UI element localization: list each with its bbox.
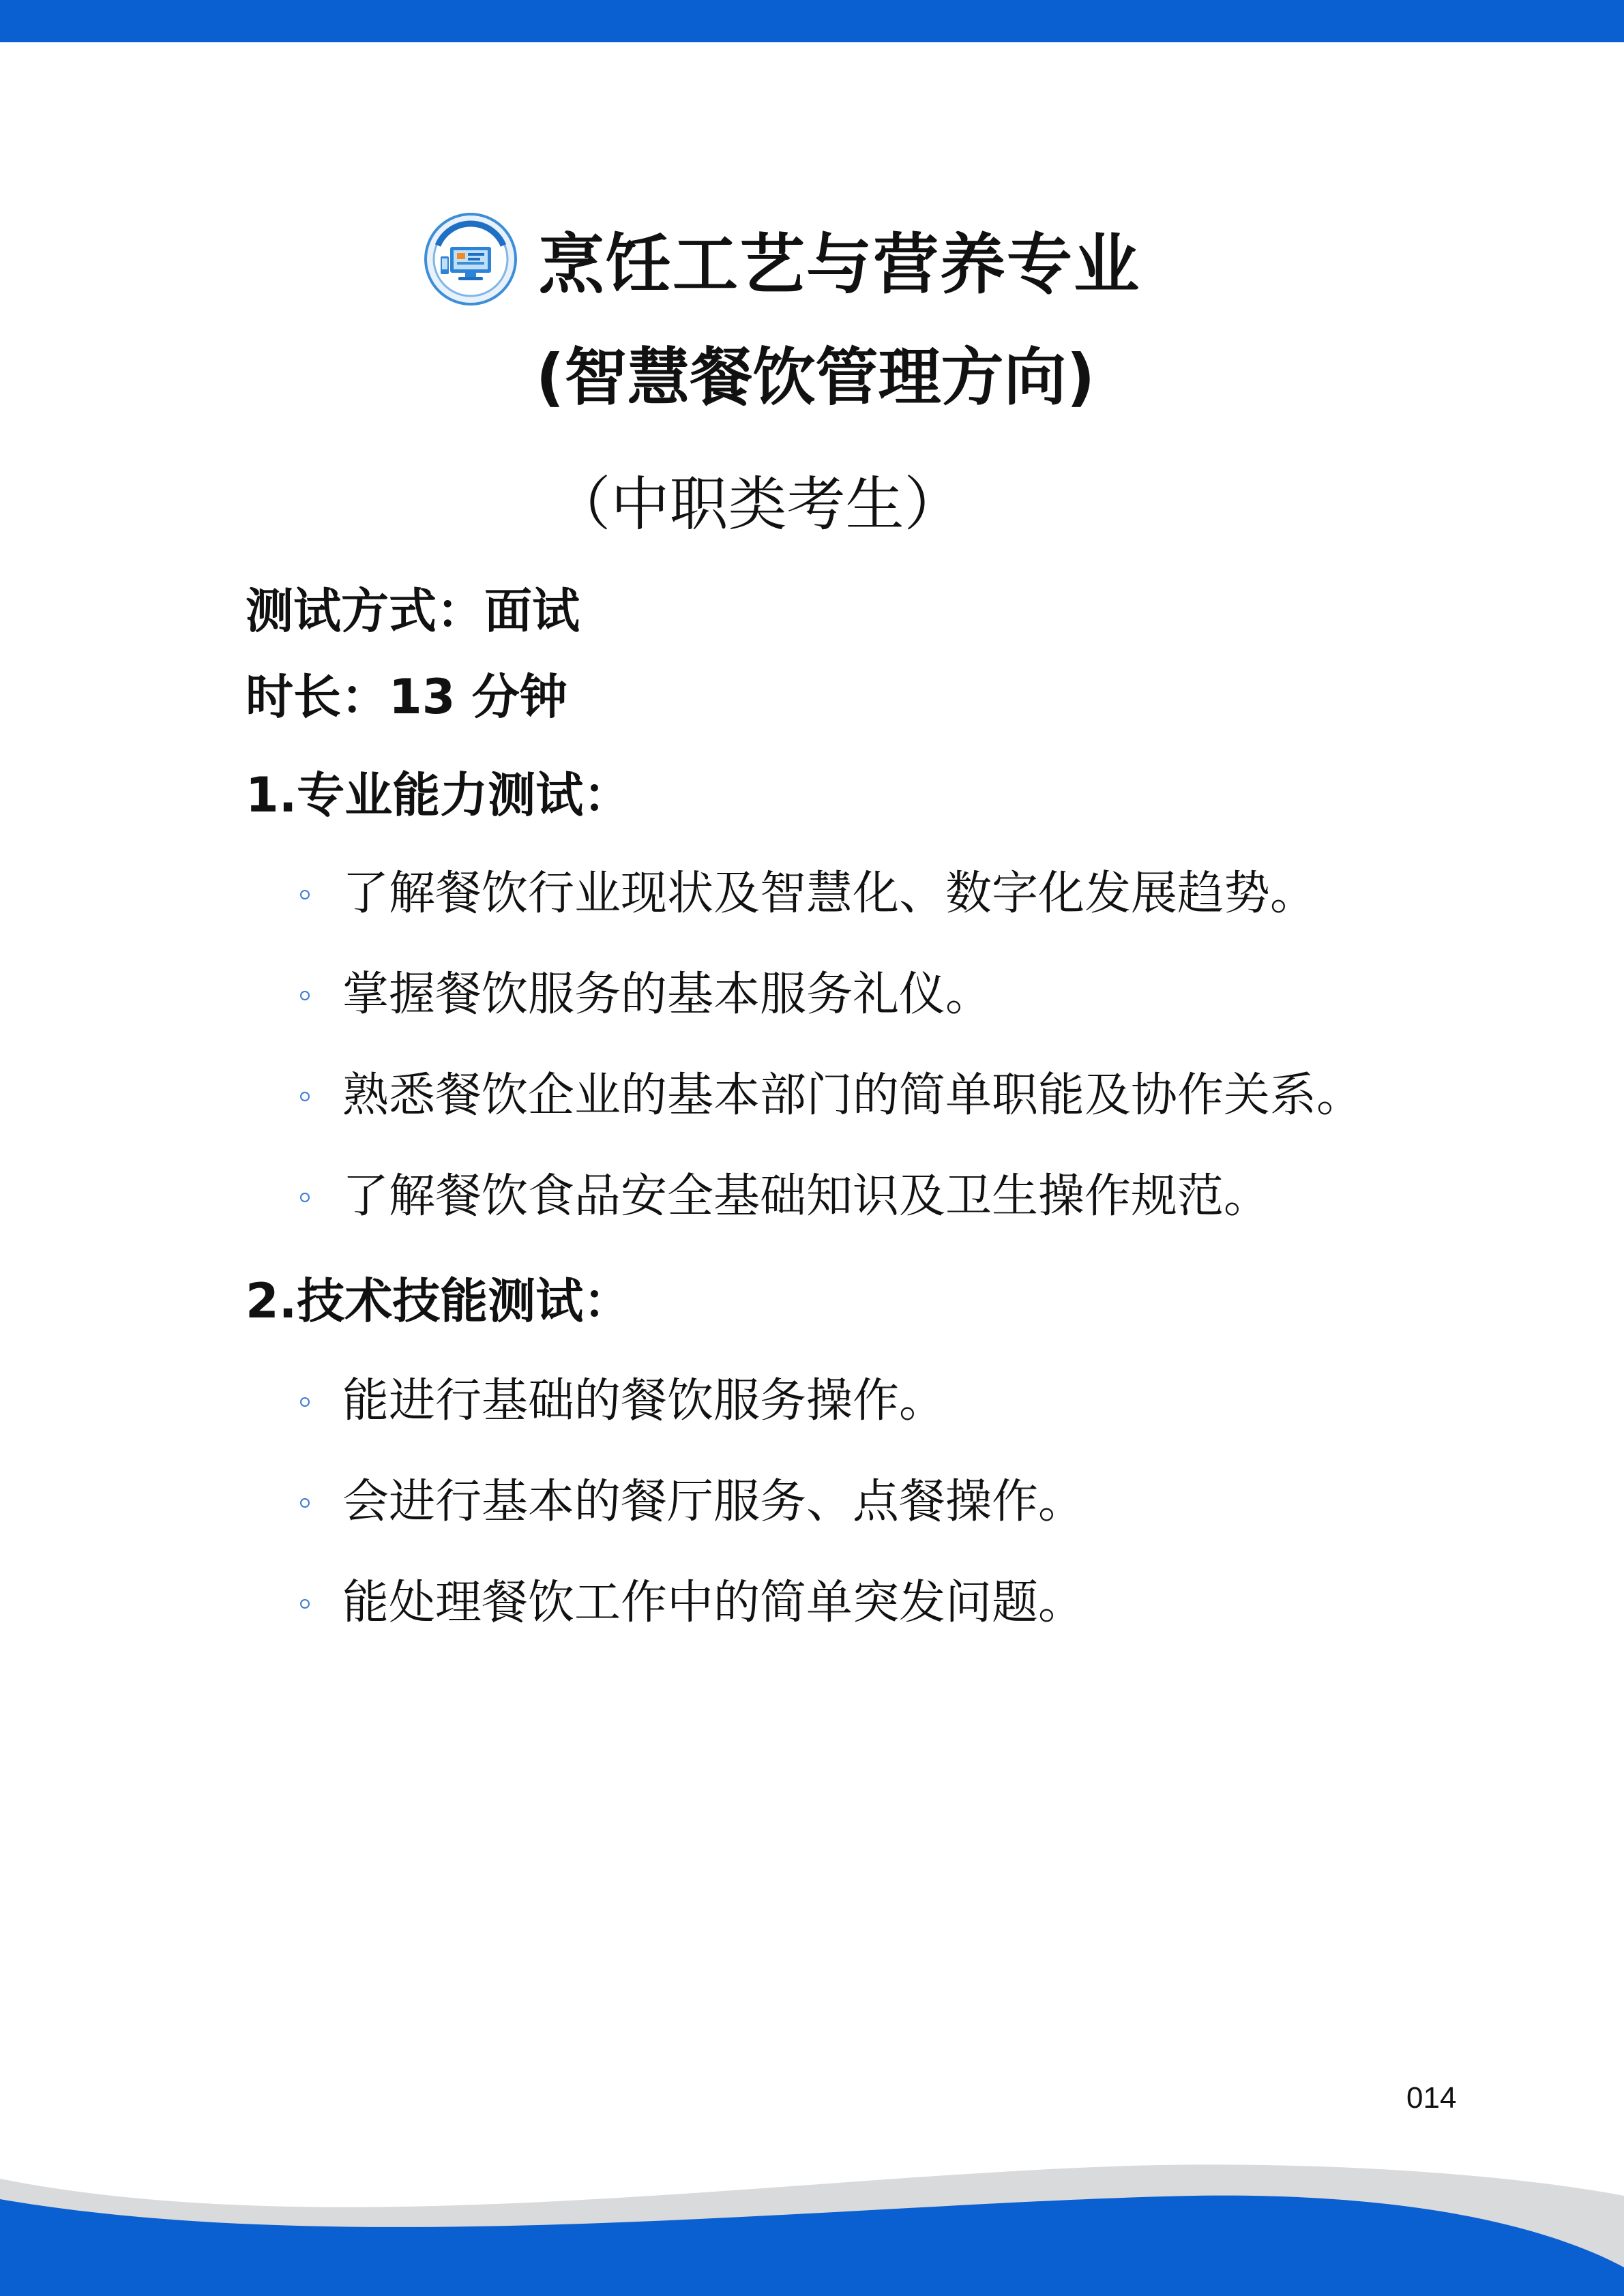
list-item — [300, 957, 992, 1024]
duration: 时长：13 分钟 — [246, 669, 567, 725]
title-row — [423, 208, 1140, 310]
bullet-circle-icon — [300, 1092, 310, 1101]
list-item-text: 会进行基本的餐厅服务、点餐操作。 — [342, 1475, 1085, 1529]
list-item-text: 能进行基础的餐饮服务操作。 — [342, 1374, 946, 1428]
audience-label: （中职类考生） — [552, 471, 963, 539]
bullet-circle-icon — [300, 1599, 310, 1609]
bullet-circle-icon — [300, 991, 310, 1000]
test-method: 测试方式：面试 — [246, 583, 580, 639]
bullet-circle-icon — [300, 1397, 310, 1407]
section-heading-professional: 1.专业能力测试： — [246, 767, 632, 823]
page-subtitle: (智慧餐饮管理方向) — [535, 341, 1095, 414]
bottom-wave-decoration — [0, 2114, 1624, 2296]
bullet-circle-icon — [300, 1193, 310, 1202]
bullet-circle-icon — [300, 1498, 310, 1508]
list-item-text: 熟悉餐饮企业的基本部门的简单职能及协作关系。 — [342, 1069, 1363, 1122]
list-item-text: 掌握餐饮服务的基本服务礼仪。 — [342, 968, 992, 1022]
top-accent-bar — [0, 0, 1624, 42]
list-item — [300, 1566, 1084, 1632]
list-item-text: 了解餐饮行业现状及智慧化、数字化发展趋势。 — [342, 867, 1317, 921]
page-title: 烹饪工艺与营养专业 — [539, 226, 1140, 303]
list-item — [300, 1058, 1363, 1124]
list-item — [300, 1159, 1270, 1225]
list-item — [300, 1465, 1084, 1531]
list-item-text: 能处理餐饮工作中的简单突发问题。 — [342, 1576, 1085, 1630]
list-item-text: 了解餐饮食品安全基础知识及卫生操作规范。 — [342, 1169, 1271, 1223]
page-number: 014 — [1406, 2081, 1457, 2115]
list-item — [300, 1364, 945, 1430]
college-logo-icon — [423, 211, 518, 307]
list-item — [300, 856, 1316, 923]
bullet-circle-icon — [300, 890, 310, 899]
section-heading-technical: 2.技术技能测试： — [246, 1273, 632, 1329]
